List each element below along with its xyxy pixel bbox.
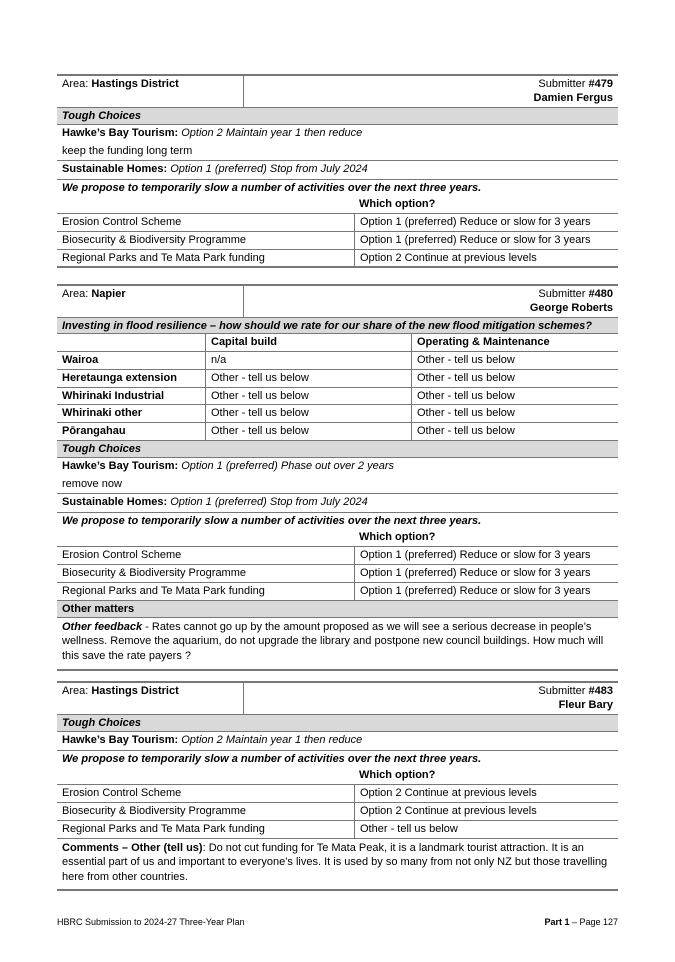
tourism-row: Hawke’s Bay Tourism: Option 2 Maintain year 1 then reduce bbox=[62, 127, 363, 139]
activity-row: Biosecurity & Biodiversity Programme Option 1 (preferred) Reduce or slow for 3 years bbox=[57, 232, 618, 250]
activity-row: Regional Parks and Te Mata Park funding Option 2 Continue at previous levels bbox=[57, 250, 618, 268]
activity-row: Erosion Control Scheme Option 1 (preferred) Reduce or slow for 3 years bbox=[57, 547, 618, 565]
homes-row: Sustainable Homes: Option 1 (preferred) Stop from July 2024 bbox=[57, 494, 618, 513]
area-name: Napier bbox=[91, 288, 126, 300]
submission-header bbox=[57, 681, 618, 715]
submitter-number: #483 bbox=[588, 685, 613, 697]
submitter-cell: Submitter #479 Damien Fergus bbox=[243, 76, 618, 107]
flood-row: Heretaunga extension Other - tell us below Other - tell us below bbox=[57, 370, 618, 388]
flood-row: Pōrangahau Other - tell us below Other - tell us below bbox=[57, 423, 618, 441]
submitter-name: George Roberts bbox=[529, 302, 613, 315]
footer-title: HBRC Submission to 2024-27 Three-Year Plan bbox=[57, 917, 245, 927]
area-name: Hastings District bbox=[91, 78, 179, 90]
submission-header bbox=[57, 284, 618, 318]
submitter-number: #480 bbox=[588, 288, 613, 300]
flood-heading: Investing in flood resilience – how should we rate for our share of the new flood mitigation schemes? bbox=[57, 318, 618, 334]
activity-row: Regional Parks and Te Mata Park funding Other - tell us below bbox=[57, 821, 618, 839]
tourism-comment: keep the funding long term bbox=[57, 143, 618, 161]
submitter-cell: Submitter #480 George Roberts bbox=[243, 286, 618, 317]
submitter-number: #479 bbox=[588, 78, 613, 90]
submitter-name: Damien Fergus bbox=[533, 92, 613, 105]
section-heading: Tough Choices bbox=[57, 441, 618, 458]
comments-row: Comments – Other (tell us): Do not cut funding for Te Mata Peak, it is a landmark tourist attraction. It is an essential part of us and important to everyone’s lives. It is used by so many from not only NZ but those travelling here from other countries. bbox=[57, 839, 618, 891]
submission-479 bbox=[57, 74, 618, 268]
slow-heading-row: We propose to temporarily slow a number of activities over the next three years. Which option? bbox=[57, 180, 618, 214]
flood-row: Whirinaki Industrial Other - tell us below Other - tell us below bbox=[57, 388, 618, 405]
activity-row: Regional Parks and Te Mata Park funding Option 1 (preferred) Reduce or slow for 3 years bbox=[57, 583, 618, 601]
submission-483 bbox=[57, 681, 618, 891]
feedback-row: Other feedback - Rates cannot go up by the amount proposed as we will see a serious decrease in people’s wellness. Remove the aquarium, do not upgrade the library and postpone new council buildings. How much will this save the rate payers ? bbox=[57, 618, 618, 671]
section-heading: Other matters bbox=[57, 601, 618, 618]
tourism-row: Hawke’s Bay Tourism: Option 2 Maintain year 1 then reduce bbox=[57, 732, 618, 751]
flood-row: Wairoa n/a Other - tell us below bbox=[57, 352, 618, 370]
submission-480 bbox=[57, 284, 618, 671]
submitter-name: Fleur Bary bbox=[558, 699, 613, 712]
tourism-comment: remove now bbox=[57, 476, 618, 494]
section-heading: Tough Choices bbox=[57, 715, 618, 732]
submission-header bbox=[57, 74, 618, 108]
page-footer bbox=[57, 917, 618, 929]
activity-row: Biosecurity & Biodiversity Programme Option 2 Continue at previous levels bbox=[57, 803, 618, 821]
section-heading: Tough Choices bbox=[57, 108, 618, 125]
area-cell: Area: Napier bbox=[62, 288, 126, 300]
slow-heading-row: We propose to temporarily slow a number of activities over the next three years. Which option? bbox=[57, 513, 618, 547]
activity-row: Biosecurity & Biodiversity Programme Option 1 (preferred) Reduce or slow for 3 years bbox=[57, 565, 618, 583]
footer-page-number: Part 1 – Page 127 bbox=[544, 917, 618, 927]
activity-row: Erosion Control Scheme Option 1 (preferred) Reduce or slow for 3 years bbox=[57, 214, 618, 232]
area-cell: Area: Hastings District bbox=[62, 685, 179, 697]
submitter-cell: Submitter #483 Fleur Bary bbox=[243, 683, 618, 714]
area-cell: Area: Hastings District bbox=[62, 78, 179, 90]
area-name: Hastings District bbox=[91, 685, 179, 697]
flood-header-row: Capital build Operating & Maintenance bbox=[57, 334, 618, 352]
slow-heading-row: We propose to temporarily slow a number of activities over the next three years. Which option? bbox=[57, 751, 618, 785]
activity-row: Erosion Control Scheme Option 2 Continue at previous levels bbox=[57, 785, 618, 803]
tourism-row: Hawke’s Bay Tourism: Option 1 (preferred) Phase out over 2 years bbox=[62, 460, 394, 472]
flood-row: Whirinaki other Other - tell us below Other - tell us below bbox=[57, 405, 618, 423]
homes-row: Sustainable Homes: Option 1 (preferred) Stop from July 2024 bbox=[57, 161, 618, 180]
